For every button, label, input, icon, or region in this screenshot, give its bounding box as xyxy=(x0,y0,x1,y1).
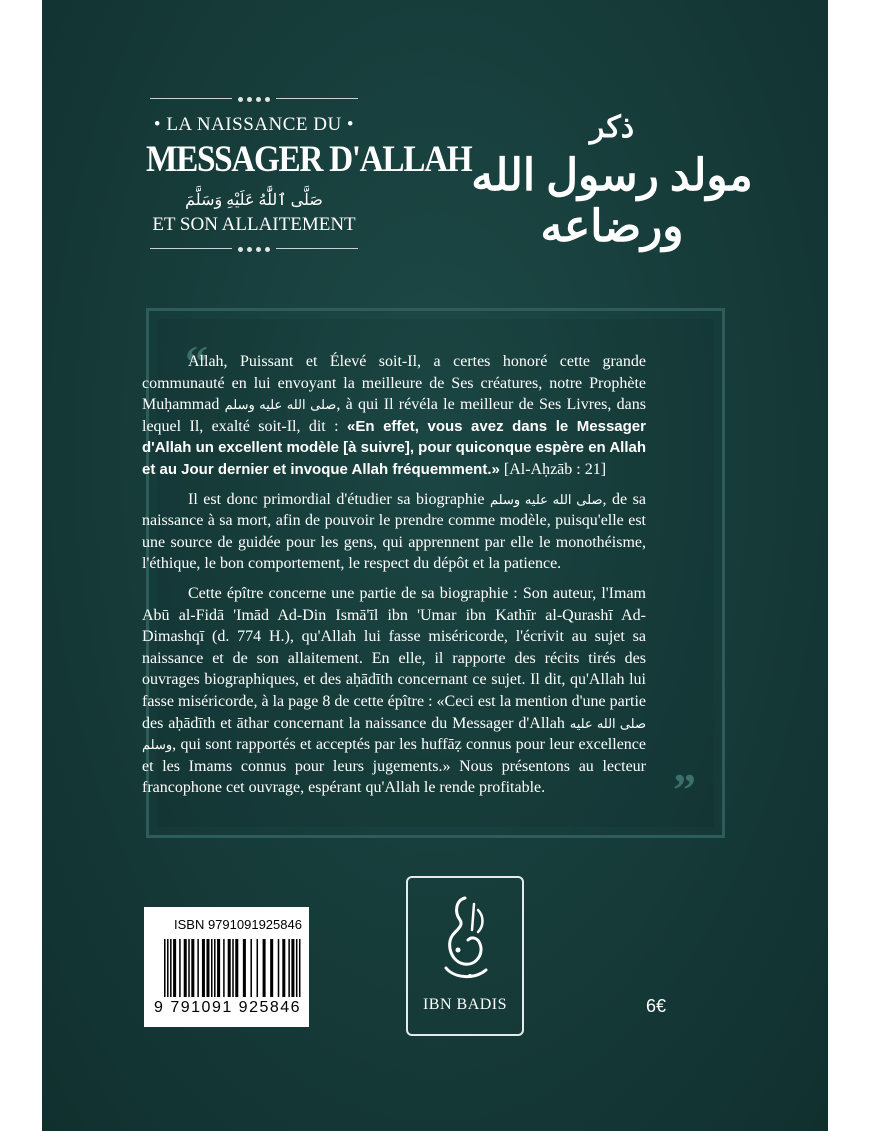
p2-text-b: , de sa naissance à sa mort, afin de pouvoir le prendre comme modèle, puisqu'elle est une source de guidée pour les gens, qui apprennent par elle le monothéisme, l'éthique, le bon comportement, le respect du dépôt et la patience. xyxy=(142,490,646,573)
barcode-bar xyxy=(235,939,238,997)
arabic-title-block xyxy=(462,110,762,251)
barcode-bar xyxy=(288,939,290,997)
isbn-text: ISBN 9791091925846 xyxy=(174,917,302,932)
barcode-bar xyxy=(228,939,231,997)
open-quote-icon: “ xyxy=(185,336,208,387)
barcode-bar xyxy=(250,939,252,997)
barcode-bar xyxy=(191,939,194,997)
barcode-bar xyxy=(170,939,172,997)
barcode-bar xyxy=(173,939,176,997)
barcode-bar xyxy=(214,939,216,997)
p3-text-b: , qui sont rapportés et acceptés par les huffāẓ connus pour leur excellence et les Imams connus pour leurs jugements.» Nous présentons au lecteur francophone cet ouvrage, espérant qu'Allah le rende profitable. xyxy=(142,736,646,797)
title-honorific: صَلَّى ٱللَّٰهُ عَلَيْهِ وَسَلَّمَ xyxy=(185,192,323,209)
barcode-bar xyxy=(223,939,225,997)
paragraph-3 xyxy=(142,583,646,799)
title-line-4: ET SON ALLAITEMENT xyxy=(152,214,356,235)
p2-honorific: صلى الله عليه وسلم xyxy=(490,491,603,507)
barcode-bar xyxy=(217,939,220,997)
paragraph-2 xyxy=(142,489,646,575)
barcode-bar xyxy=(202,939,205,997)
p3-text-a: Cette épître concerne une partie de sa biographie : Son auteur, l'Imam Abū al-Fidā 'Imād Ad-Din Ismā'īl ibn 'Umar ibn Kathīr al-Qurashī Ad-Dimashqī (d. 774 H.), qu'Allah lui fasse miséricorde, l'écrivit au sujet sa naissance et de son allaitement. En elle, il rapporte des récits tirés des ouvrages biographiques, et des aḥādīth concernant ce sujet. Il dit, qu'Allah lui fasse miséricorde, à la page 8 de cette épître : «Ceci est la mention d'une partie des aḥādīth et āthar concernant la naissance du Messager d'Allah xyxy=(142,584,647,732)
barcode-bar xyxy=(282,939,285,997)
barcode-icon xyxy=(164,939,302,997)
barcode-bar xyxy=(296,939,298,997)
french-title-block xyxy=(134,90,472,260)
title-ornament-top xyxy=(150,94,358,104)
barcode-bar xyxy=(278,939,280,997)
barcode-bar xyxy=(211,939,213,997)
back-cover-text xyxy=(142,351,646,807)
close-quote-icon: ” xyxy=(673,764,696,815)
barcode-bar xyxy=(179,939,181,997)
barcode-bar xyxy=(299,939,301,997)
barcode-bar xyxy=(232,939,234,997)
p1-honorific: صلى الله عليه وسلم xyxy=(224,397,337,413)
price-label: 6€ xyxy=(646,996,667,1016)
barcode-label xyxy=(144,907,309,1027)
publisher-name: IBN BADIS xyxy=(422,996,508,1013)
barcode-bar xyxy=(197,939,199,997)
title-ornament-bottom xyxy=(150,244,358,254)
quran-quote: «En effet, vous avez dans le Messager d'Allah un excellent modèle [à suivre], pour quiconque espère en Allah et au Jour dernier et invoque Allah fréquemment.» xyxy=(142,417,646,478)
p3-honorific: صلى الله عليه وسلم xyxy=(142,715,646,753)
paragraph-1 xyxy=(142,351,646,481)
barcode-bar xyxy=(270,939,273,997)
barcode-bar xyxy=(188,939,190,997)
isbn-digits: 9 791091 925846 xyxy=(154,999,302,1016)
barcode-bar xyxy=(167,939,169,997)
p2-text-a: Il est donc primordial d'étudier sa biographie xyxy=(188,490,491,508)
barcode-bar xyxy=(206,939,209,997)
publisher-logo xyxy=(406,876,524,1036)
quran-reference: [Al-Aḥzāb : 21] xyxy=(499,460,607,478)
p1-text-b: , à qui Il révéla le meilleur de Ses Livres, dans lequel Il, exalté soit-Il, dit : xyxy=(142,396,646,435)
barcode-bar xyxy=(257,939,259,997)
barcode-bar xyxy=(263,939,266,997)
arabic-title-line-2: مولد رسول الله ورضاعه xyxy=(471,151,753,251)
p1-text-a: Allah, Puissant et Élevé soit-Il, a certes honoré cette grande communauté en lui envoyant la meilleure de Ses créatures, notre Prophète Muḥammad xyxy=(142,353,646,414)
barcode-bar xyxy=(243,939,246,997)
barcode-bar xyxy=(291,939,294,997)
calligraphy-logo-icon xyxy=(434,890,496,990)
barcode-bar xyxy=(164,939,166,997)
barcode-bar xyxy=(184,939,187,997)
title-line-1: • LA NAISSANCE DU • xyxy=(153,114,355,135)
arabic-title-line-1: ذكر xyxy=(589,111,635,144)
title-line-2: MESSAGER D'ALLAH xyxy=(146,139,472,180)
